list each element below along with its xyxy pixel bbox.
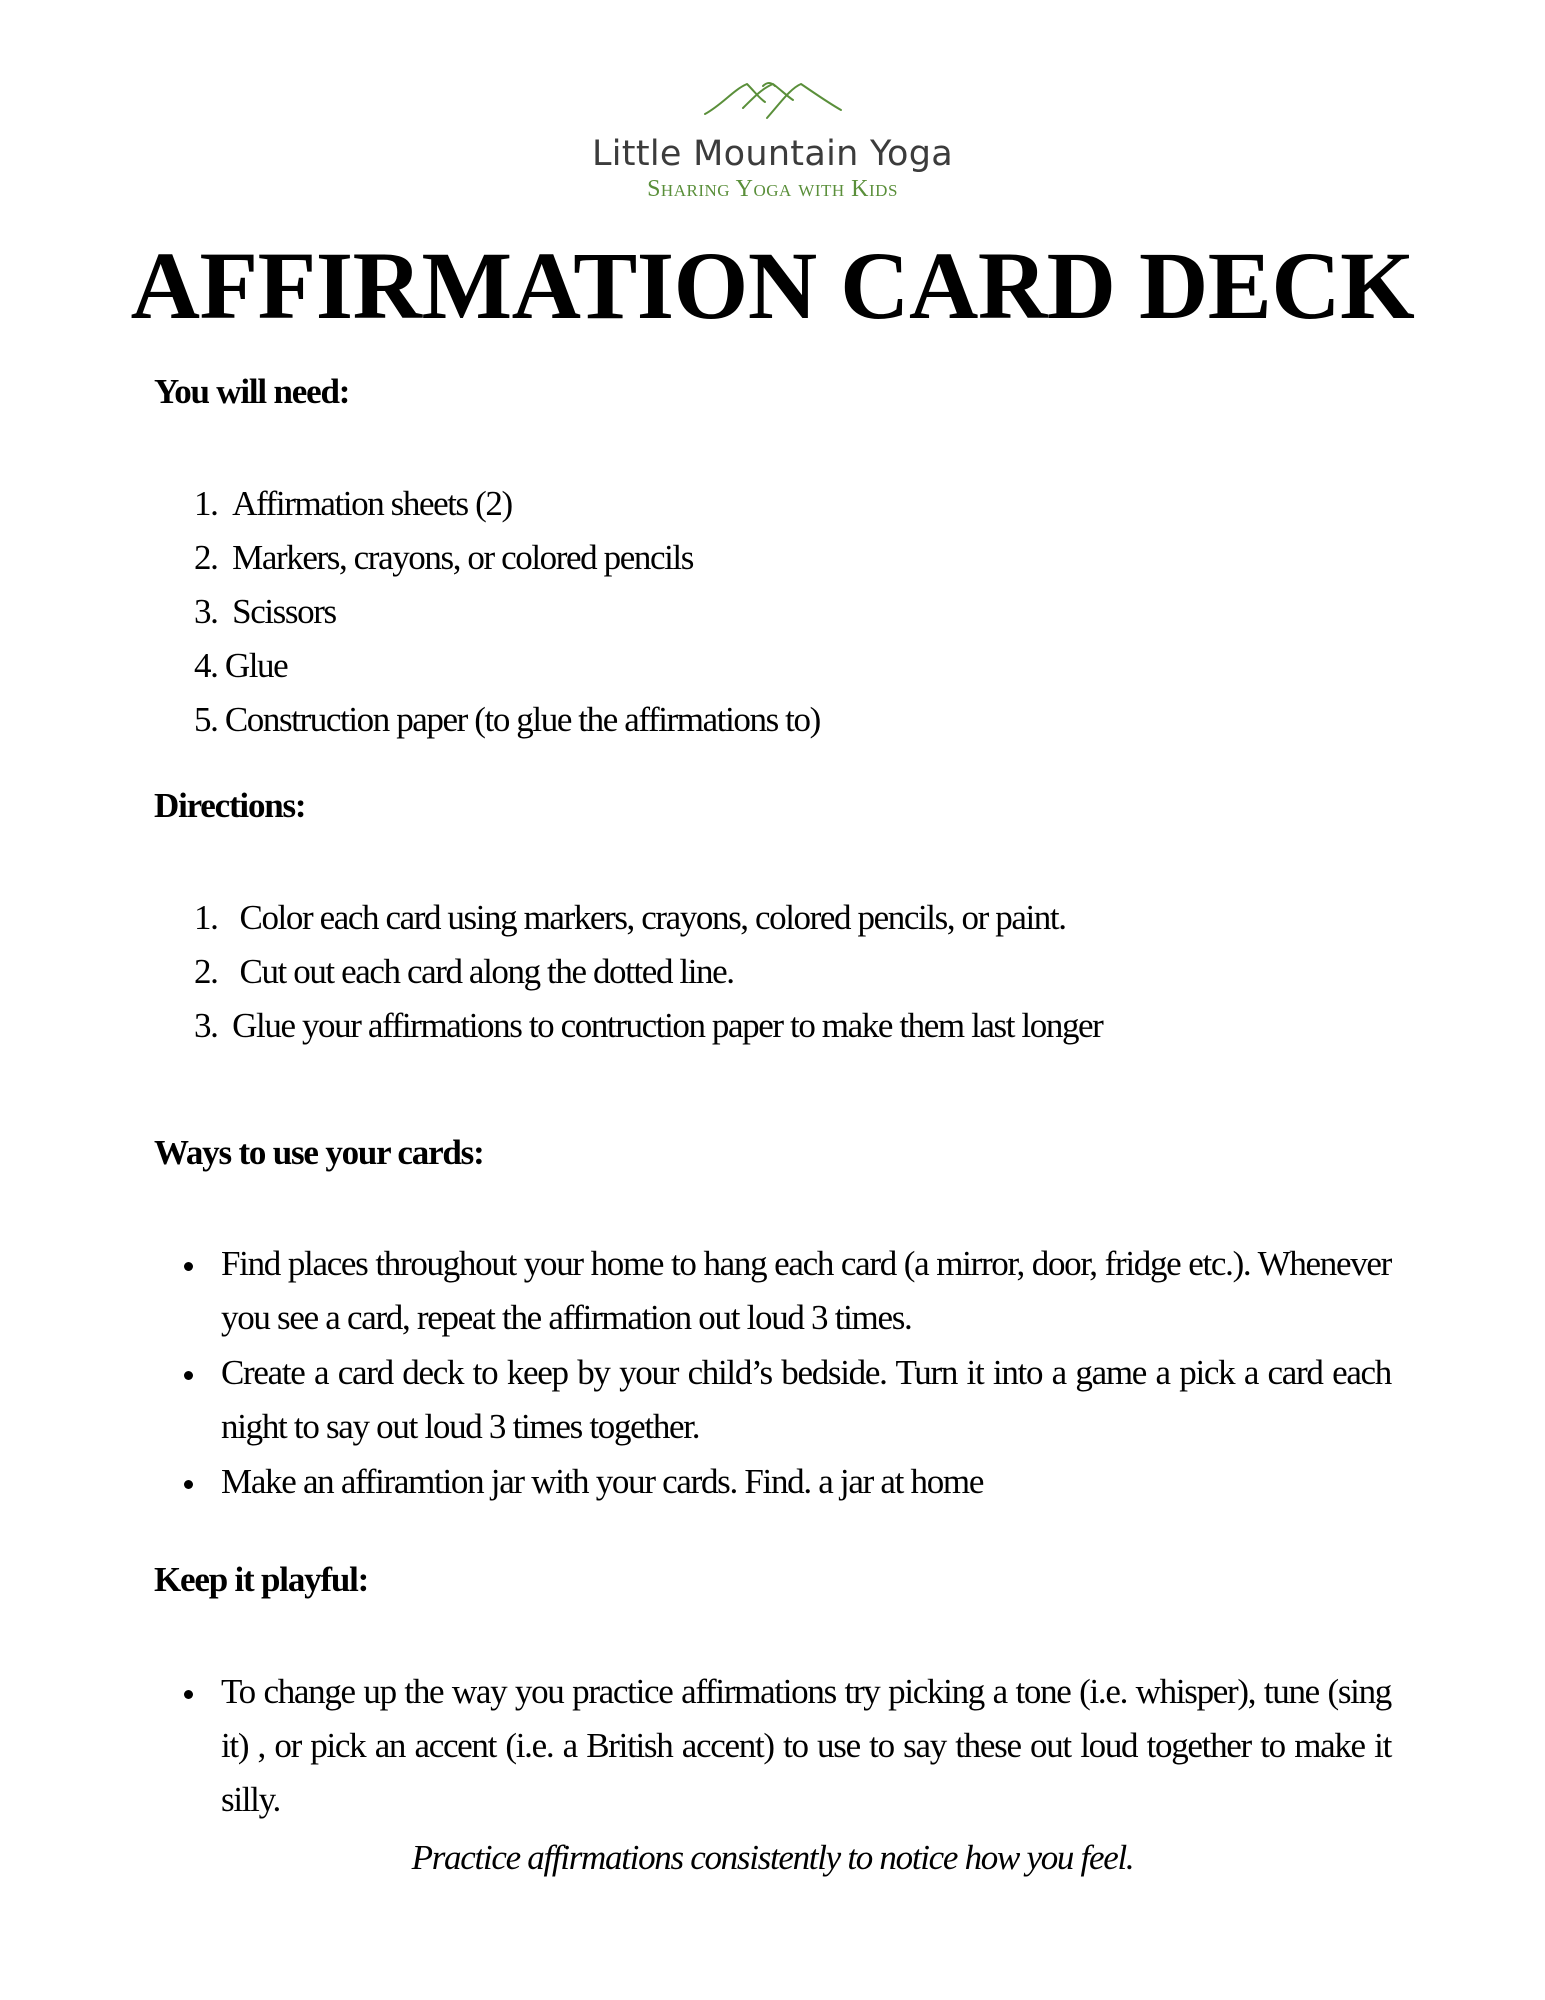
list-text: Glue your affirmations to contruction paper to make them last longer bbox=[232, 1006, 1103, 1045]
list-number: 5. bbox=[194, 700, 218, 739]
bullet-icon bbox=[184, 1480, 193, 1489]
needs-item-5 bbox=[194, 693, 820, 747]
ways-item-1: Find places throughout your home to hang each card (a mirror, door, fridge etc.). Whenever you see a card, repeat the affirmation out loud 3 times. bbox=[221, 1244, 1391, 1337]
list-number: 2. bbox=[194, 952, 218, 991]
list-number: 2. bbox=[194, 538, 218, 577]
directions-item-3 bbox=[194, 999, 1102, 1053]
list-number: 4. bbox=[194, 646, 218, 685]
brand-logo bbox=[0, 78, 1545, 203]
needs-item-3 bbox=[194, 585, 336, 639]
list-number: 3. bbox=[194, 1006, 218, 1045]
mountain-icon bbox=[703, 78, 843, 122]
list-number: 3. bbox=[194, 592, 218, 631]
list-text: Affirmation sheets (2) bbox=[232, 484, 512, 523]
bullet-icon bbox=[184, 1371, 193, 1380]
ways-item-2: Create a card deck to keep by your child’s bedside. Turn it into a game a pick a card each night to say out loud 3 times together. bbox=[221, 1353, 1391, 1446]
playful-heading: Keep it playful: bbox=[154, 1560, 369, 1599]
list-text: Glue bbox=[224, 646, 288, 685]
closing-note: Practice affirmations consistently to notice how you feel. bbox=[411, 1838, 1134, 1877]
page-title: AFFIRMATION CARD DECK bbox=[130, 232, 1415, 339]
list-text: Scissors bbox=[232, 592, 336, 631]
playful-item-1: To change up the way you practice affirmations try picking a tone (i.e. whisper), tune (sing it) , or pick an accent (i.e. a British accent) to use to say these out loud together to make it silly. bbox=[221, 1672, 1391, 1819]
list-number: 1. bbox=[194, 898, 218, 937]
list-text: Markers, crayons, or colored pencils bbox=[232, 538, 693, 577]
ways-item-3: Make an affiramtion jar with your cards. Find. a jar at home bbox=[221, 1462, 984, 1501]
directions-heading: Directions: bbox=[154, 786, 306, 825]
bullet-icon bbox=[184, 1690, 193, 1699]
list-number: 1. bbox=[194, 484, 218, 523]
needs-item-1 bbox=[194, 477, 512, 531]
list-text: Construction paper (to glue the affirmations to) bbox=[224, 700, 820, 739]
bullet-icon bbox=[184, 1262, 193, 1271]
directions-item-2 bbox=[194, 945, 734, 999]
ways-heading: Ways to use your cards: bbox=[154, 1133, 484, 1172]
needs-item-2 bbox=[194, 531, 693, 585]
brand-name: Little Mountain Yoga bbox=[591, 134, 954, 174]
needs-heading: You will need: bbox=[154, 372, 350, 411]
needs-item-4 bbox=[194, 639, 287, 693]
list-text: Color each card using markers, crayons, colored pencils, or paint. bbox=[239, 898, 1066, 937]
list-text: Cut out each card along the dotted line. bbox=[239, 952, 734, 991]
brand-tagline: Sharing Yoga with Kids bbox=[647, 176, 898, 202]
directions-item-1 bbox=[194, 891, 1066, 945]
